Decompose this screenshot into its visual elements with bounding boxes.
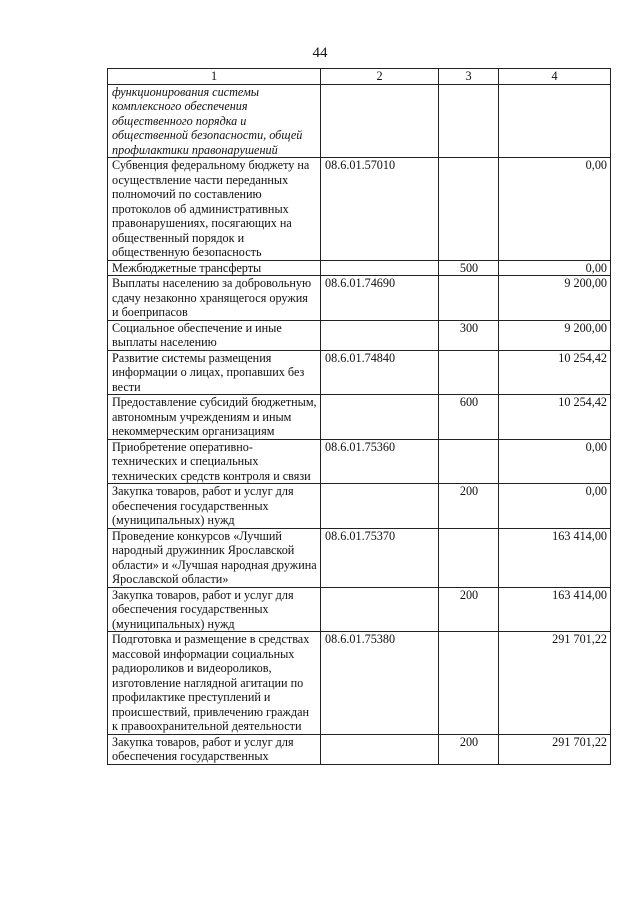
cell-name: Межбюджетные трансферты bbox=[108, 260, 321, 276]
cell-name: Субвенция федеральному бюджету на осуществление части переданных полномочий по составлению протоколов об административных правонарушениях, посягающих на общественный порядок и общественную безопасность bbox=[108, 158, 321, 261]
cell-code bbox=[321, 395, 439, 440]
cell-type: 200 bbox=[439, 587, 499, 632]
cell-code: 08.6.01.75380 bbox=[321, 632, 439, 735]
cell-name: Закупка товаров, работ и услуг для обеспечения государственных (муниципальных) нужд bbox=[108, 484, 321, 529]
table-row bbox=[108, 632, 611, 735]
cell-name: Приобретение оперативно-технических и специальных технических средств контроля и связи bbox=[108, 439, 321, 484]
cell-name: Подготовка и размещение в средствах массовой информации социальных радиороликов и видеороликов, изготовление наглядной агитации по профилактике преступлений и происшествий, привлечению граждан к правоохранительной деятельности bbox=[108, 632, 321, 735]
cell-name: Выплаты населению за добровольную сдачу незаконно хранящегося оружия и боеприпасов bbox=[108, 276, 321, 321]
column-header-name: 1 bbox=[108, 69, 321, 85]
cell-code: 08.6.01.75370 bbox=[321, 528, 439, 587]
table-header-row bbox=[108, 69, 611, 85]
table-row bbox=[108, 484, 611, 529]
table-row bbox=[108, 84, 611, 158]
table-row bbox=[108, 395, 611, 440]
cell-amount bbox=[499, 84, 611, 158]
cell-name: Предоставление субсидий бюджетным, автономным учреждениям и иным некоммерческим организациям bbox=[108, 395, 321, 440]
page-number: 44 bbox=[312, 45, 328, 61]
cell-name: Закупка товаров, работ и услуг для обеспечения государственных (муниципальных) нужд bbox=[108, 587, 321, 632]
table-row bbox=[108, 528, 611, 587]
column-header-code: 2 bbox=[321, 69, 439, 85]
cell-type bbox=[439, 528, 499, 587]
table-row bbox=[108, 350, 611, 395]
cell-type bbox=[439, 439, 499, 484]
column-header-type: 3 bbox=[439, 69, 499, 85]
cell-type: 600 bbox=[439, 395, 499, 440]
cell-type bbox=[439, 350, 499, 395]
cell-name: Развитие системы размещения информации о лицах, пропавших без вести bbox=[108, 350, 321, 395]
cell-amount: 10 254,42 bbox=[499, 395, 611, 440]
cell-amount: 163 414,00 bbox=[499, 528, 611, 587]
cell-amount: 10 254,42 bbox=[499, 350, 611, 395]
table-row bbox=[108, 587, 611, 632]
table-row bbox=[108, 439, 611, 484]
cell-type: 500 bbox=[439, 260, 499, 276]
cell-name: функционирования системы комплексного обеспечения общественного порядка и общественной безопасности, общей профилактики правонарушений bbox=[108, 84, 321, 158]
cell-amount: 0,00 bbox=[499, 484, 611, 529]
table-row bbox=[108, 276, 611, 321]
cell-code bbox=[321, 260, 439, 276]
cell-amount: 0,00 bbox=[499, 158, 611, 261]
cell-name: Закупка товаров, работ и услуг для обеспечения государственных bbox=[108, 734, 321, 764]
table-row bbox=[108, 734, 611, 764]
cell-amount: 291 701,22 bbox=[499, 632, 611, 735]
cell-name: Проведение конкурсов «Лучший народный дружинник Ярославской области» и «Лучшая народная дружина Ярославской области» bbox=[108, 528, 321, 587]
cell-code: 08.6.01.74690 bbox=[321, 276, 439, 321]
cell-code bbox=[321, 587, 439, 632]
cell-type bbox=[439, 158, 499, 261]
cell-code: 08.6.01.74840 bbox=[321, 350, 439, 395]
cell-code bbox=[321, 734, 439, 764]
table-body bbox=[108, 84, 611, 764]
cell-type bbox=[439, 276, 499, 321]
cell-code: 08.6.01.57010 bbox=[321, 158, 439, 261]
cell-amount: 9 200,00 bbox=[499, 276, 611, 321]
cell-type bbox=[439, 632, 499, 735]
cell-amount: 0,00 bbox=[499, 439, 611, 484]
cell-amount: 163 414,00 bbox=[499, 587, 611, 632]
cell-type bbox=[439, 84, 499, 158]
cell-type: 300 bbox=[439, 320, 499, 350]
table-row bbox=[108, 320, 611, 350]
cell-code bbox=[321, 84, 439, 158]
table-row bbox=[108, 158, 611, 261]
column-header-amount: 4 bbox=[499, 69, 611, 85]
cell-name: Социальное обеспечение и иные выплаты населению bbox=[108, 320, 321, 350]
cell-type: 200 bbox=[439, 484, 499, 529]
cell-amount: 0,00 bbox=[499, 260, 611, 276]
cell-amount: 9 200,00 bbox=[499, 320, 611, 350]
budget-table bbox=[107, 68, 611, 765]
cell-code: 08.6.01.75360 bbox=[321, 439, 439, 484]
cell-type: 200 bbox=[439, 734, 499, 764]
cell-code bbox=[321, 484, 439, 529]
cell-code bbox=[321, 320, 439, 350]
cell-amount: 291 701,22 bbox=[499, 734, 611, 764]
table-row bbox=[108, 260, 611, 276]
